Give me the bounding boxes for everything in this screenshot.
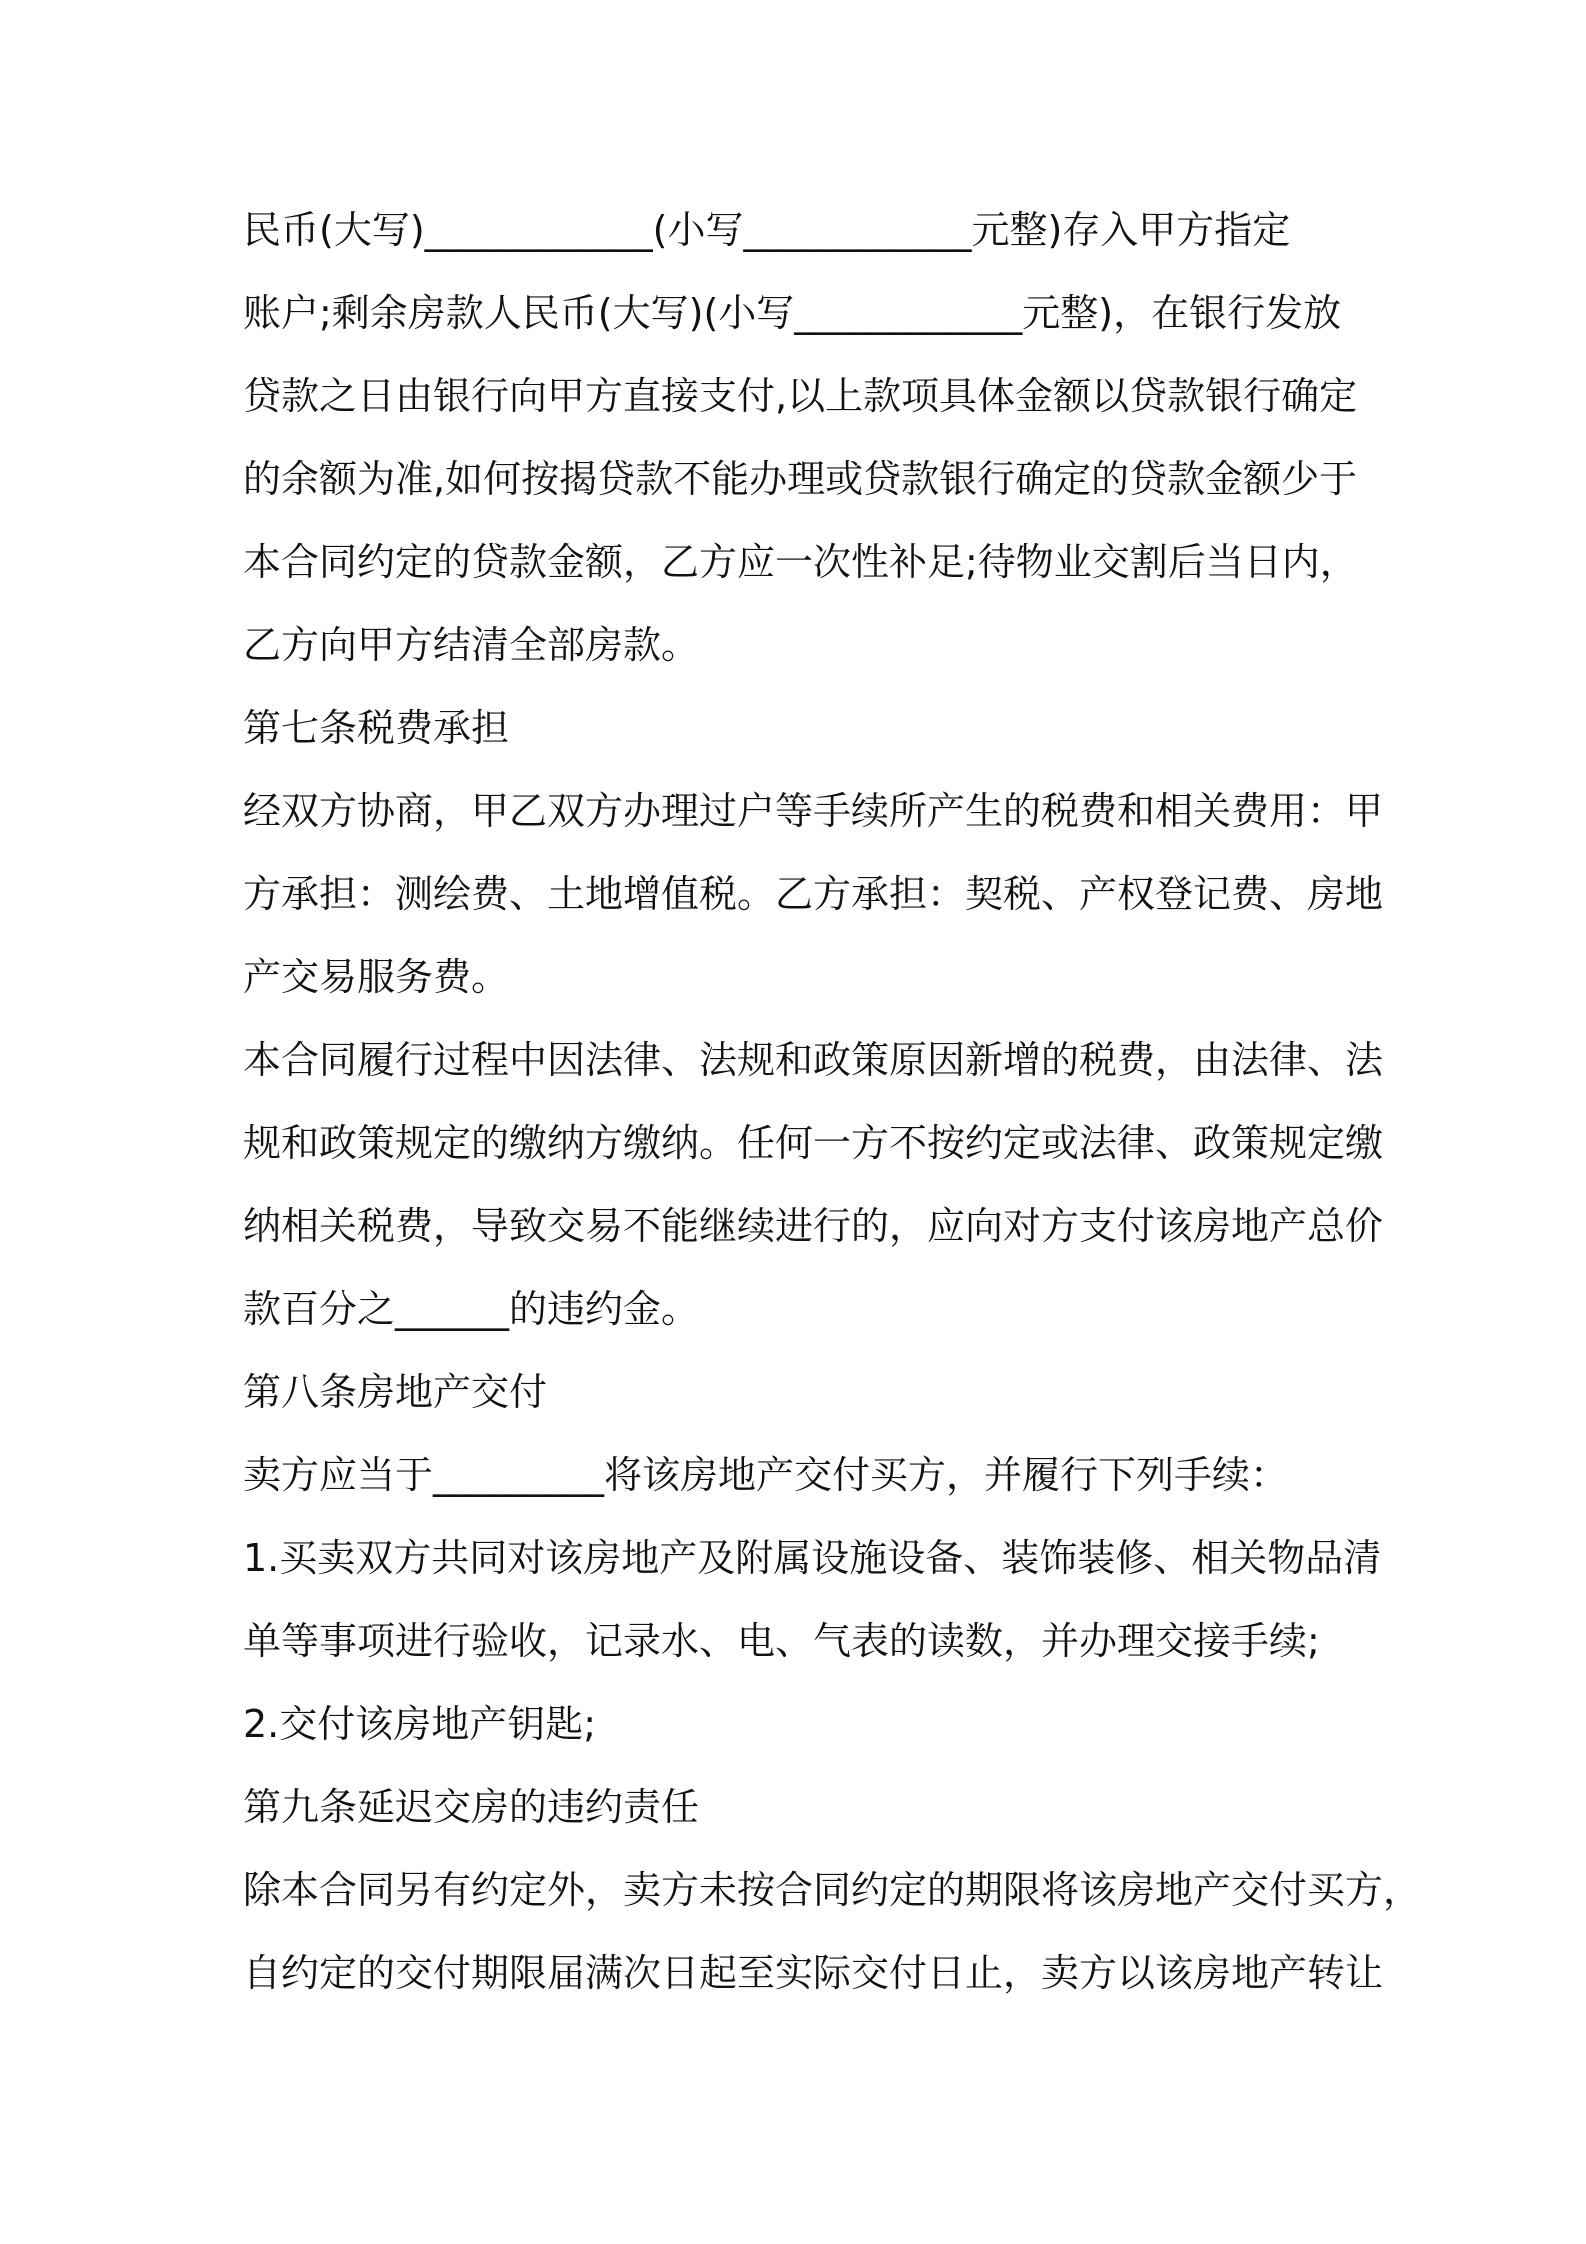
text-line: 规和政策规定的缴纳方缴纳。任何一方不按约定或法律、政策规定缴 <box>243 1121 1384 1165</box>
text-line: 的余额为准,如何按揭贷款不能办理或贷款银行确定的贷款金额少于 <box>243 457 1358 501</box>
text-line: 民币(大写)____________(小写____________元整)存入甲方指定 <box>243 208 1291 252</box>
text-line: 纳相关税费，导致交易不能继续进行的，应向对方支付该房地产总价 <box>243 1204 1384 1248</box>
text-line: 自约定的交付期限届满次日起至实际交付日止，卖方以该房地产转让 <box>243 1951 1384 1995</box>
text-line: 乙方向甲方结清全部房款。 <box>243 623 700 667</box>
text-line: 方承担：测绘费、土地增值税。乙方承担：契税、产权登记费、房地 <box>243 872 1384 916</box>
text-line: 经双方协商，甲乙双方办理过户等手续所产生的税费和相关费用：甲 <box>243 789 1384 833</box>
text-line: 除本合同另有约定外，卖方未按合同约定的期限将该房地产交付买方， <box>243 1868 1422 1912</box>
text-line: 账户;剩余房款人民币(大写)(小写____________元整)，在银行发放 <box>243 291 1342 335</box>
text-line: 单等事项进行验收，记录水、电、气表的读数，并办理交接手续; <box>243 1619 1320 1663</box>
text-line: 本合同履行过程中因法律、法规和政策原因新增的税费，由法律、法 <box>243 1038 1384 1082</box>
text-line: 本合同约定的贷款金额，乙方应一次性补足;待物业交割后当日内， <box>243 540 1358 584</box>
section-heading: 第八条房地产交付 <box>243 1370 548 1414</box>
text-line: 卖方应当于_________将该房地产交付买方，并履行下列手续： <box>243 1453 1289 1497</box>
text-line: 1.买卖双方共同对该房地产及附属设施设备、装饰装修、相关物品清 <box>243 1536 1382 1580</box>
text-line: 款百分之______的违约金。 <box>243 1287 700 1331</box>
text-line: 2.交付该房地产钥匙; <box>243 1702 597 1746</box>
text-line: 产交易服务费。 <box>243 955 510 999</box>
section-heading: 第九条延迟交房的违约责任 <box>243 1785 700 1829</box>
section-heading: 第七条税费承担 <box>243 706 510 750</box>
text-line: 贷款之日由银行向甲方直接支付,以上款项具体金额以贷款银行确定 <box>243 374 1358 418</box>
